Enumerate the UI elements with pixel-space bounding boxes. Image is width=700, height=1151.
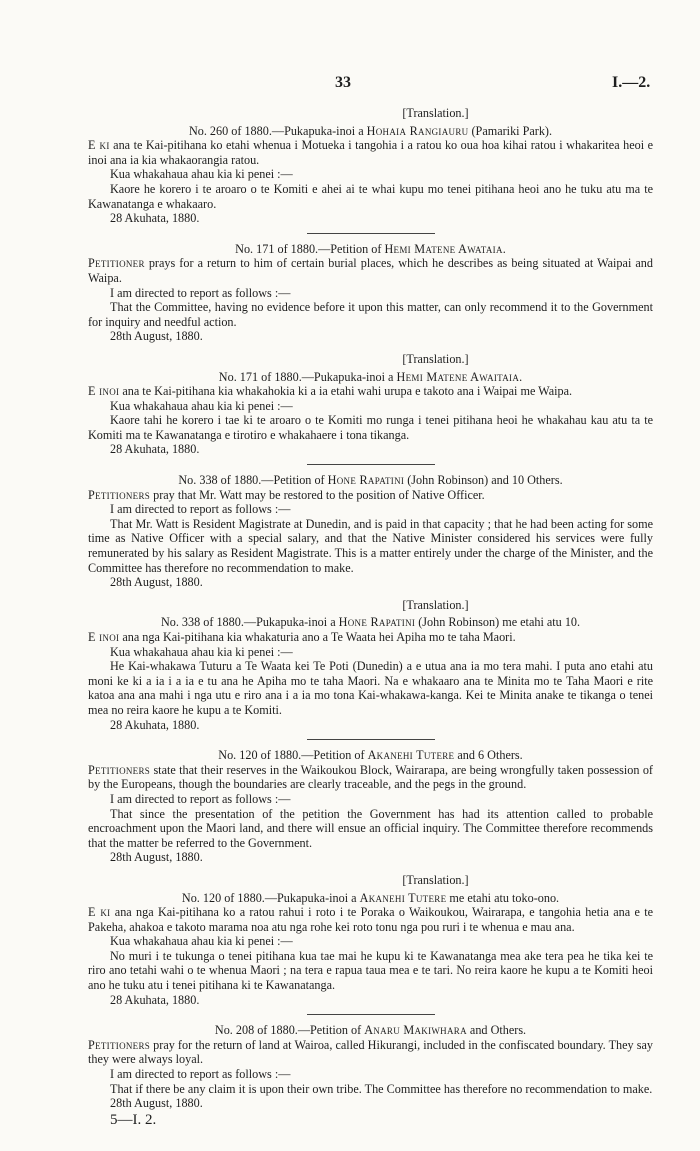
paragraph-text: He Kai-whakawa Tuturu a Te Waata kei Te Poti (Dunedin) a e utua ana ia mo tera mahi. I puta ano etahi atu moni ke ki a ia i a ia e tu ana he Apiha mo te taha Maori. Na e whakaaro ana te Minita mo te Taha Maori e rite katoa ana ana mahi i nga utu e riro ana i a ia mo tona Kai-whakawa-kanga. Kei te Minita anake te tikanga o tenei mea no reira kaore he kupu a te Komiti. xyxy=(88,659,653,717)
report-date: 28 Akuhata, 1880. xyxy=(110,442,200,457)
paragraph-lead: Petitioners xyxy=(88,762,151,777)
petitioner-name: Hemi Matene Awataia xyxy=(384,241,503,256)
title-suffix: me etahi atu toko-ono. xyxy=(446,890,560,905)
page-header xyxy=(0,76,700,94)
paragraph xyxy=(88,934,653,949)
paragraph xyxy=(88,138,653,167)
section-divider xyxy=(307,739,435,740)
petitioner-name: Hone Rapatini xyxy=(338,615,416,630)
paragraph xyxy=(88,807,653,851)
paragraph xyxy=(88,502,653,517)
title-suffix: (John Robinson) me etahi atu 10. xyxy=(415,615,581,630)
title-suffix: and Others. xyxy=(466,1023,527,1038)
petitioner-name: Akanehi Tutere xyxy=(359,890,447,905)
petition-title xyxy=(88,615,653,630)
title-prefix: No. 120 of 1880.—Petition of xyxy=(218,748,368,763)
petition-block xyxy=(88,352,653,457)
paragraph xyxy=(88,399,653,414)
paragraph xyxy=(88,645,653,660)
petition-title xyxy=(88,124,653,139)
paragraph-lead: E ki xyxy=(88,138,110,153)
title-prefix: No. 208 of 1880.—Petition of xyxy=(214,1023,365,1038)
paragraph-text: Kaore tahi he korero i tae ki te aroaro o te Komiti mo runga i tenei pitihana heoi he whakahau kau atu ta te Komiti ma te Kawanatanga e tirotiro e whakahaere i tona tikanga. xyxy=(88,413,653,442)
document-reference: I.—2. xyxy=(612,74,651,91)
petition-block xyxy=(88,1023,653,1111)
title-suffix: and 6 Others. xyxy=(454,748,523,763)
petitioner-name: Akanehi Tutere xyxy=(367,748,455,763)
document-body xyxy=(88,106,653,1127)
petition-title xyxy=(88,1023,653,1038)
report-date: 28th August, 1880. xyxy=(110,329,203,344)
paragraph xyxy=(88,286,653,301)
paragraph xyxy=(88,1082,653,1097)
petition-title xyxy=(88,748,653,763)
report-date: 28th August, 1880. xyxy=(110,575,203,590)
paragraph xyxy=(88,167,653,182)
title-prefix: No. 171 of 1880.—Petition of xyxy=(235,241,385,256)
petition-block xyxy=(88,873,653,1007)
title-prefix: No. 260 of 1880.—Pukapuka-inoi a xyxy=(188,123,367,138)
paragraph-text: ana te Kai-pitihana kia whakahokia ki a ia etahi wahi urupa e takoto ana i Waipai me Waipa. xyxy=(119,384,573,399)
translation-label: [Translation.] xyxy=(402,597,469,612)
paragraph-text: ana nga Kai-pitihana kia whakaturia ano a Te Waata hei Apiha mo te taha Maori. xyxy=(119,630,516,644)
title-prefix: No. 338 of 1880.—Pukapuka-inoi a xyxy=(160,615,339,630)
paragraph-text: No muri i te tukunga o tenei pitihana kua tae mai he kupu ki te Kawanatanga mea ake tera pea he tika kei te riro ano tetahi wahi o te whenua Maori ; na tera e rapua taua mea e te tari. No reira kaore he kupu a te Komiti heoi ano he tuku atu i tenei pitihana ki te Kawanatanga. xyxy=(88,948,653,993)
paragraph-text: I am directed to report as follows :— xyxy=(110,502,291,517)
paragraph-text: Kua whakahaua ahau kia ki penei :— xyxy=(110,644,293,659)
title-suffix: (Pamariki Park). xyxy=(468,123,553,138)
paragraph xyxy=(88,300,653,329)
petition-block xyxy=(88,748,653,865)
section-divider xyxy=(307,233,435,234)
paragraph xyxy=(88,1067,653,1082)
paragraph-text: That Mr. Watt is Resident Magistrate at Dunedin, and is paid in that capacity ; that he had been acting for some time as Native Officer with a special salary, and that the Native Minister considered his services were fully remunerated by his salary as Resident Magistrate. This is a matter entirely under the charge of the Minister, and the Committee has therefore no recommendation to make. xyxy=(88,516,653,575)
paragraph-text: Kaore he korero i te aroaro o te Komiti e ahei ai te whai kupu mo tenei pitihana heoi ano he tuku atu ma te Kawanatanga e whakaaro. xyxy=(88,181,653,211)
paragraph-lead: E inoi xyxy=(88,630,120,644)
paragraph-lead: E inoi xyxy=(88,384,120,399)
petitioner-name: Hemi Matene Awaitaia xyxy=(396,369,520,384)
petitioner-name: Anaru Makiwhara xyxy=(364,1023,467,1038)
report-date: 28 Akuhata, 1880. xyxy=(110,717,200,732)
paragraph-text: I am directed to report as follows :— xyxy=(110,285,291,300)
title-prefix: No. 338 of 1880.—Petition of xyxy=(178,473,328,488)
paragraph xyxy=(88,659,653,717)
report-date: 28th August, 1880. xyxy=(110,850,203,865)
signature-mark: 5—I. 2. xyxy=(110,1111,157,1128)
paragraph xyxy=(88,1038,653,1067)
paragraph-text: ana nga Kai-pitihana ko a ratou rahui i roto i te Poraka o Waikoukou, Wairarapa, e tangohia hetia ana e te Pakeha, ahakoa e takoto marama noa atu nga rohe kei roto tonu nga pou ruri i te whenua e mau ana. xyxy=(88,905,653,934)
paragraph xyxy=(88,792,653,807)
paragraph xyxy=(88,182,653,211)
petition-title xyxy=(88,891,653,906)
paragraph-text: prays for a return to him of certain burial places, which he describes as being situated at Waipai and Waipa. xyxy=(88,256,653,285)
petition-title xyxy=(88,473,653,488)
title-prefix: No. 120 of 1880.—Pukapuka-inoi a xyxy=(181,890,360,905)
section-divider xyxy=(307,464,435,465)
paragraph-text: I am directed to report as follows :— xyxy=(110,1067,291,1082)
translation-label: [Translation.] xyxy=(402,351,469,366)
petition-title xyxy=(88,370,653,385)
report-date: 28 Akuhata, 1880. xyxy=(110,211,200,226)
petitioner-name: Hone Rapatini xyxy=(327,473,405,488)
paragraph xyxy=(88,517,653,575)
title-suffix: (John Robinson) and 10 Others. xyxy=(404,473,563,488)
paragraph-text: Kua whakahaua ahau kia ki penei :— xyxy=(110,934,293,949)
paragraph xyxy=(88,256,653,285)
paragraph xyxy=(88,630,653,645)
paragraph-text: ana te Kai-pitihana ko etahi whenua i Motueka i tangohia i a ratou ko oua hoa kihai ratou i whakaritea heoi e inoi ana ia kia whakaorangia ratou. xyxy=(88,138,653,167)
title-suffix: . xyxy=(502,241,506,256)
section-divider xyxy=(307,1014,435,1015)
petition-title xyxy=(88,242,653,257)
paragraph-text: That if there be any claim it is upon their own tribe. The Committee has therefore no recommendation to make. xyxy=(110,1081,653,1096)
paragraph-text: I am directed to report as follows :— xyxy=(110,791,291,806)
title-prefix: No. 171 of 1880.—Pukapuka-inoi a xyxy=(218,369,397,384)
paragraph-text: That the Committee, having no evidence before it upon this matter, can only recommend it to the Government for inquiry and needful action. xyxy=(88,300,653,329)
paragraph-text: Kua whakahaua ahau kia ki penei :— xyxy=(110,398,293,413)
paragraph-text: That since the presentation of the petition the Government has had its attention called to probable encroachment upon the Maori land, and there will ensue an official inquiry. The Committee therefore recommends that the matter be referred to the Government. xyxy=(88,806,653,850)
paragraph-lead: Petitioner xyxy=(88,256,145,271)
paragraph-text: pray for the return of land at Wairoa, called Hikurangi, included in the confiscated boundary. They say they were always loyal. xyxy=(88,1037,653,1067)
title-suffix: . xyxy=(519,369,523,384)
report-date: 28 Akuhata, 1880. xyxy=(110,992,200,1007)
paragraph-text: pray that Mr. Watt may be restored to the position of Native Officer. xyxy=(150,487,485,502)
paragraph-text: state that their reserves in the Waikoukou Block, Wairarapa, are being wrongfully taken possession of by the Europeans, though the boundaries are clearly traceable, and the pegs in the ground. xyxy=(88,762,653,792)
paragraph-lead: Petitioners xyxy=(88,487,151,502)
paragraph-text: Kua whakahaua ahau kia ki penei :— xyxy=(110,167,293,182)
paragraph-lead: Petitioners xyxy=(88,1037,151,1052)
paragraph xyxy=(88,488,653,503)
paragraph xyxy=(88,905,653,934)
page-number: 33 xyxy=(335,74,351,91)
petitioner-name: Hohaia Rangiauru xyxy=(366,123,469,138)
report-date: 28th August, 1880. xyxy=(110,1096,203,1111)
petition-block xyxy=(88,242,653,344)
petition-block xyxy=(88,106,653,226)
translation-label: [Translation.] xyxy=(402,872,469,887)
paragraph xyxy=(88,949,653,993)
paragraph xyxy=(88,413,653,442)
petition-block xyxy=(88,598,653,732)
paragraph xyxy=(88,763,653,792)
paragraph xyxy=(88,384,653,399)
paragraph-lead: E ki xyxy=(88,905,111,920)
petition-block xyxy=(88,473,653,590)
translation-label: [Translation.] xyxy=(402,106,469,120)
